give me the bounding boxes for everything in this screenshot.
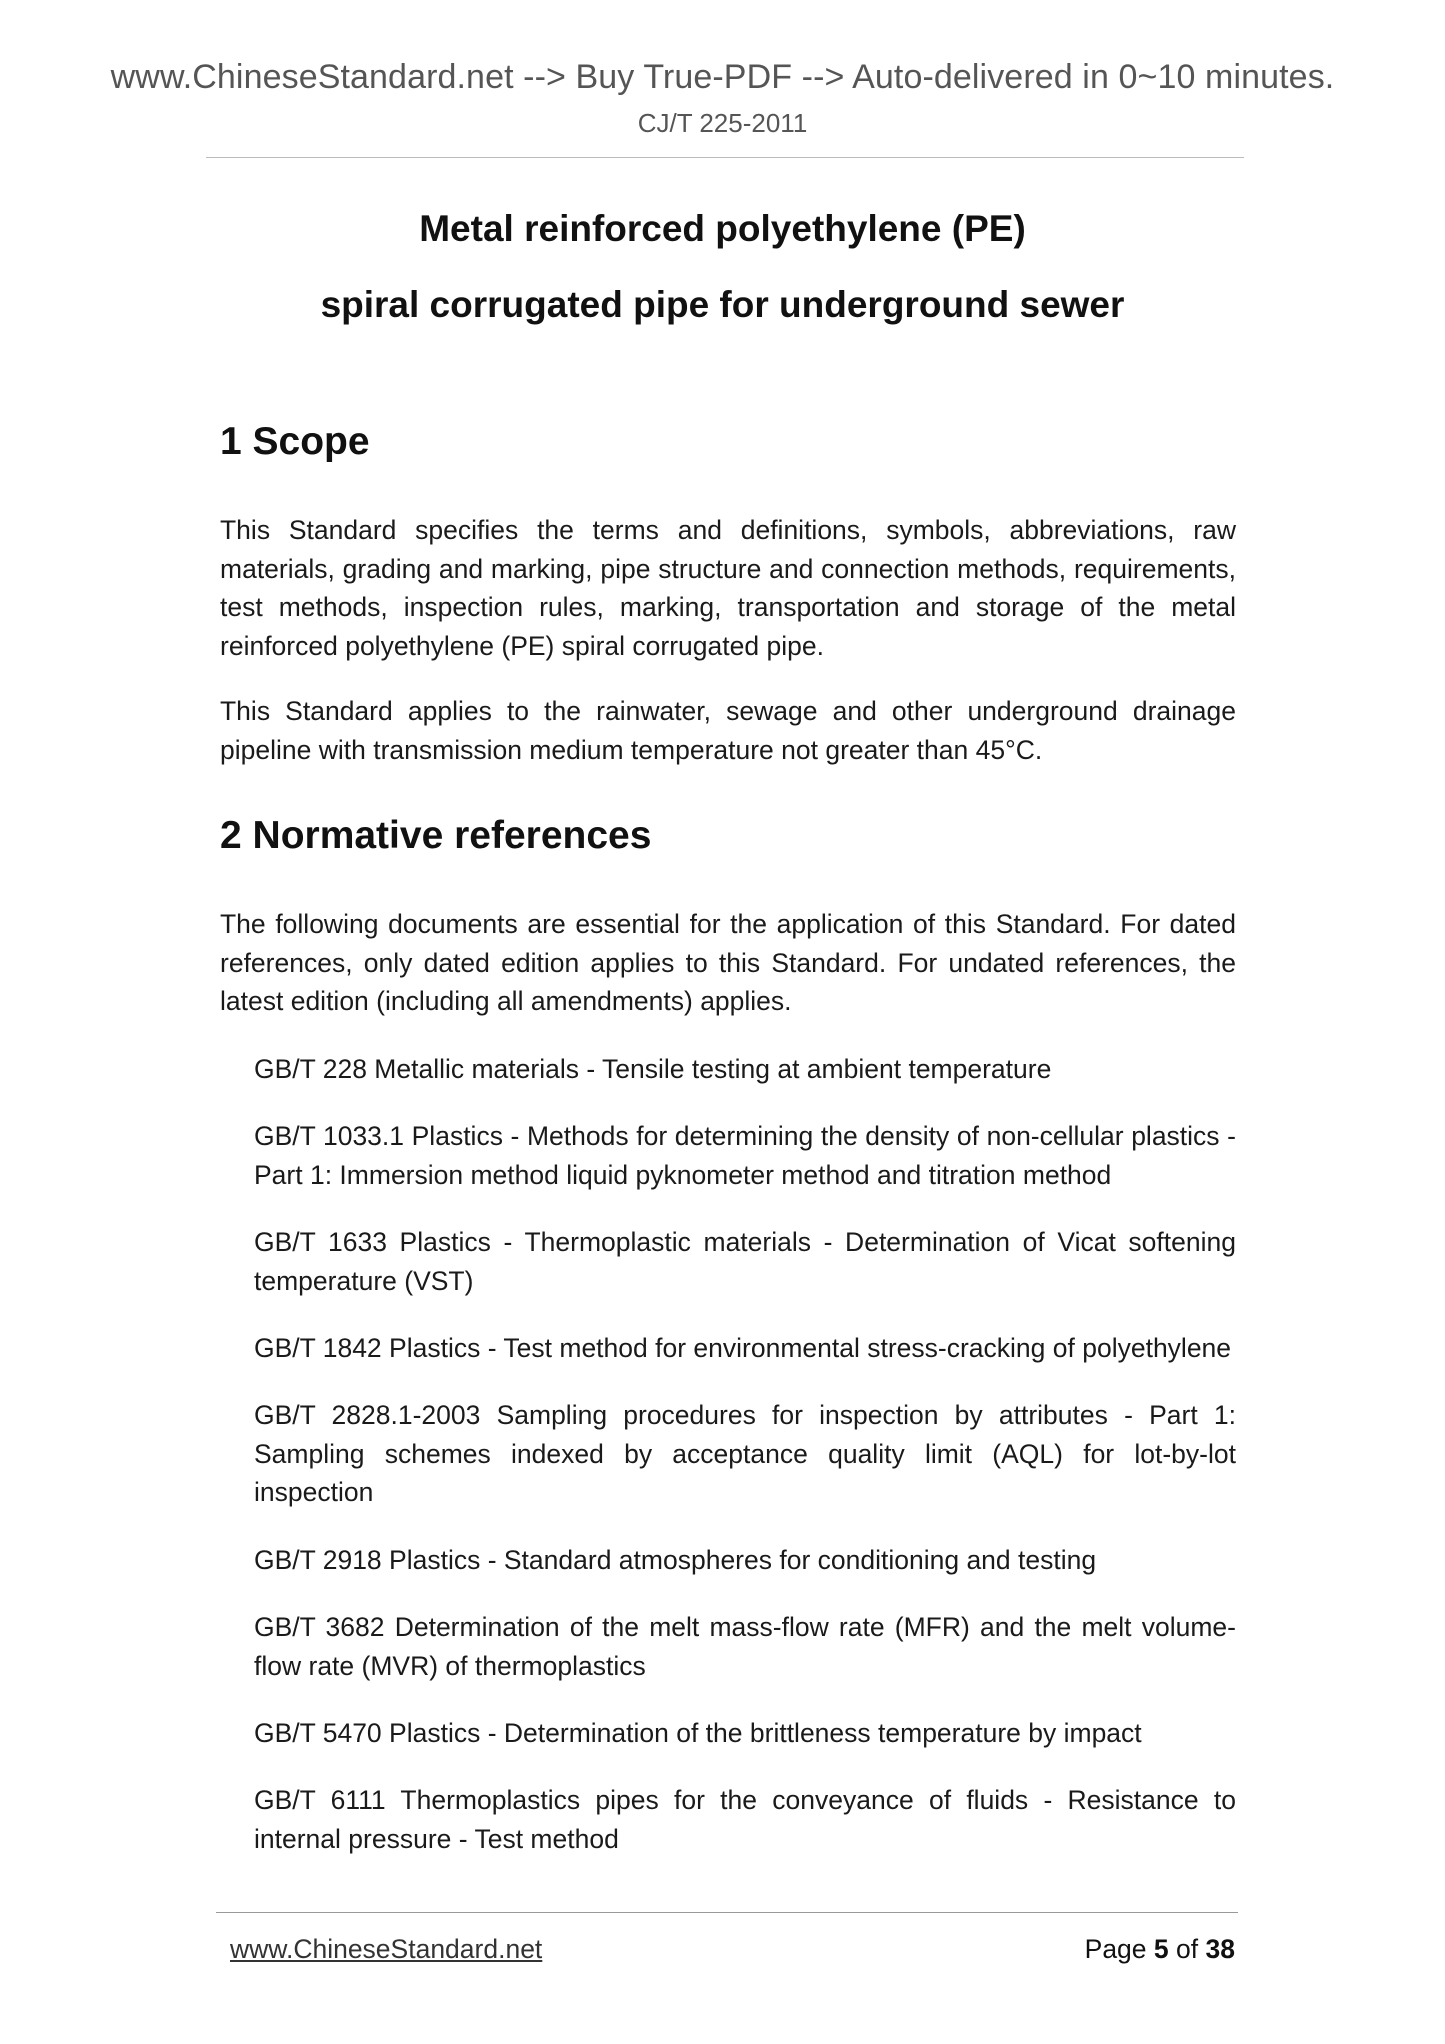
page-current: 5 [1153,1934,1169,1964]
document-title-line-1: Metal reinforced polyethylene (PE) [419,208,1026,249]
section-heading-scope: 1 Scope [220,420,370,463]
page-of: of [1176,1934,1199,1964]
section-heading-normative-references: 2 Normative references [220,814,652,857]
footer-website-link[interactable]: www.ChineseStandard.net [230,1934,543,1964]
reference-item: GB/T 2918 Plastics - Standard atmospheres for conditioning and testing [254,1545,1097,1575]
footer-divider [216,1912,1238,1913]
document-title-line-2: spiral corrugated pipe for underground sewer [320,284,1125,325]
scope-paragraph-2: This Standard applies to the rainwater, sewage and other underground drainage pipeline with transmission medium temperature not greater than 45°C. [220,696,1236,765]
page-number [1085,1934,1235,1965]
reference-item: GB/T 1842 Plastics - Test method for environmental stress-cracking of polyethylene [254,1333,1232,1363]
reference-item: GB/T 2828.1-2003 Sampling procedures for inspection by attributes - Part 1: Sampling schemes indexed by acceptance quality limit (AQL) for lot-by-lot inspection [254,1400,1236,1507]
header-banner: www.ChineseStandard.net --> Buy True-PDF --> Auto-delivered in 0~10 minutes. [110,58,1335,96]
page-label: Page [1084,1934,1147,1964]
reference-item: GB/T 5470 Plastics - Determination of the brittleness temperature by impact [254,1718,1142,1748]
reference-item: GB/T 1033.1 Plastics - Methods for determining the density of non-cellular plastics - Part 1: Immersion method liquid pyknometer method and titration method [254,1121,1236,1190]
reference-item: GB/T 228 Metallic materials - Tensile testing at ambient temperature [254,1054,1052,1084]
normative-intro-paragraph: The following documents are essential for the application of this Standard. For dated references, only dated edition applies to this Standard. For undated references, the latest edition (including all amendments) applies. [220,909,1236,1016]
reference-item: GB/T 6111 Thermoplastics pipes for the conveyance of fluids - Resistance to internal pressure - Test method [254,1785,1236,1854]
page-total: 38 [1205,1934,1235,1964]
header-divider [206,157,1244,158]
standard-code: CJ/T 225-2011 [637,108,808,138]
reference-item: GB/T 1633 Plastics - Thermoplastic materials - Determination of Vicat softening temperature (VST) [254,1227,1236,1296]
scope-paragraph-1: This Standard specifies the terms and definitions, symbols, abbreviations, raw materials, grading and marking, pipe structure and connection methods, requirements, test methods, inspection rules, marking, transportation and storage of the metal reinforced polyethylene (PE) spiral corrugated pipe. [220,515,1236,661]
reference-item: GB/T 3682 Determination of the melt mass-flow rate (MFR) and the melt volume-flow rate (MVR) of thermoplastics [254,1612,1236,1681]
